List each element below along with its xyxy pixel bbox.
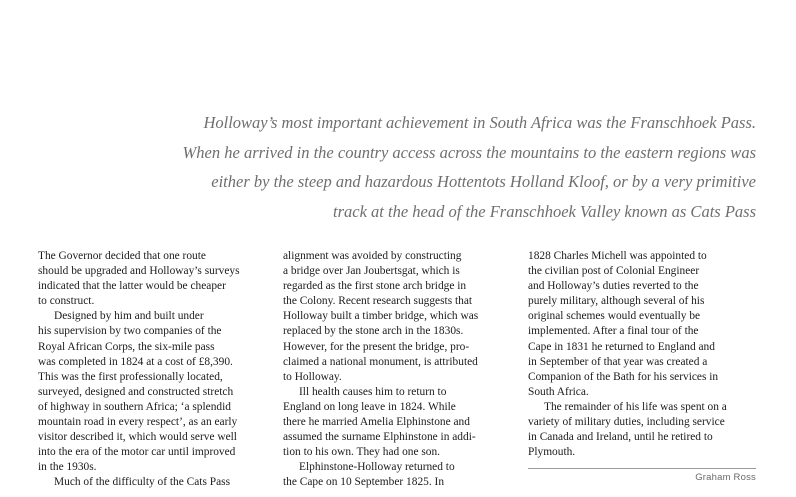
pull-quote-line: track at the head of the Franschhoek Valley known as Cats Pass [333,201,756,221]
text-line: The remainder of his life was spent on a [544,400,727,413]
text-line: mountain road in every respect’, as an early [38,416,238,429]
pull-quote [156,108,756,226]
text-line: his supervision by two companies of the [38,325,222,338]
text-line: a bridge over Jan Joubertsgat, which is [283,265,460,278]
text-line: South Africa. [528,385,589,398]
text-line: Holloway built a timber bridge, which was [283,310,479,323]
text-line: should be upgraded and Holloway’s surveys [38,265,240,278]
text-line: claimed a national monument, is attributed [283,355,478,368]
text-line: Companion of the Bath for his services in [528,370,719,383]
text-line: Plymouth. [528,446,576,459]
text-line: Ill health causes him to return to [299,385,447,398]
text-line: was completed in 1824 at a cost of £8,390. [38,355,233,368]
text-line: Designed by him and built under [54,310,204,323]
text-line: original schemes would eventually be [528,310,701,323]
text-line: to Holloway. [283,370,342,383]
text-line: purely military, although several of his [528,295,705,308]
text-line: to construct. [38,295,95,308]
text-line: surveyed, designed and constructed stretch [38,385,234,398]
text-line: replaced by the stone arch in the 1830s. [283,325,464,338]
text-line: Cape in 1831 he returned to England and [528,340,715,353]
text-line: of highway in southern Africa; ‘a splendid [38,400,231,413]
byline-divider [528,468,756,469]
text-line: the Colony. Recent research suggests that [283,295,473,308]
text-line: visitor described it, which would serve well [38,431,237,444]
text-line: the civilian post of Colonial Engineer [528,265,700,278]
text-line: assumed the surname Elphinstone in addi- [283,431,476,444]
text-line: The Governor decided that one route [38,250,206,262]
text-line: Royal African Corps, the six-mile pass [38,340,215,353]
text-line: 1828 Charles Michell was appointed to [528,250,707,262]
text-line: England on long leave in 1824. While [283,400,456,413]
text-line: implemented. After a final tour of the [528,325,699,338]
text-line: in Canada and Ireland, until he retired to [528,431,713,444]
text-line: into the era of the motor car until improved [38,446,236,459]
text-line: alignment was avoided by constructing [283,250,462,262]
pull-quote-line: Holloway’s most important achievement in South Africa was the Franschhoek Pass. [203,113,756,132]
text-line: the Cape on 10 September 1825. In [283,476,445,489]
pull-quote-line: either by the steep and hazardous Hottentots Holland Kloof, or by a very primitive [211,172,756,191]
text-line: there he married Amelia Elphinstone and [283,416,470,429]
text-line: regarded as the first stone arch bridge in [283,280,467,293]
pull-quote-line: When he arrived in the country access across the mountains to the eastern regions was [182,142,756,162]
text-column-1 [38,249,270,491]
text-line: variety of military duties, including service [528,416,725,429]
text-line: However, for the present the bridge, pro- [283,340,470,353]
text-line: Much of the difficulty of the Cats Pass [54,476,231,489]
text-line: tion to his own. They had one son. [283,446,441,459]
text-line: This was the first professionally located, [38,370,223,383]
text-line: in the 1930s. [38,461,97,474]
text-line: indicated that the latter would be cheaper [38,280,226,293]
text-column-3 [528,249,760,460]
text-column-2 [283,249,515,491]
author-byline: Graham Ross [695,472,756,483]
text-line: Elphinstone-Holloway returned to [299,461,455,474]
text-line: and Holloway’s duties reverted to the [528,280,699,293]
text-line: in September of that year was created a [528,355,708,368]
